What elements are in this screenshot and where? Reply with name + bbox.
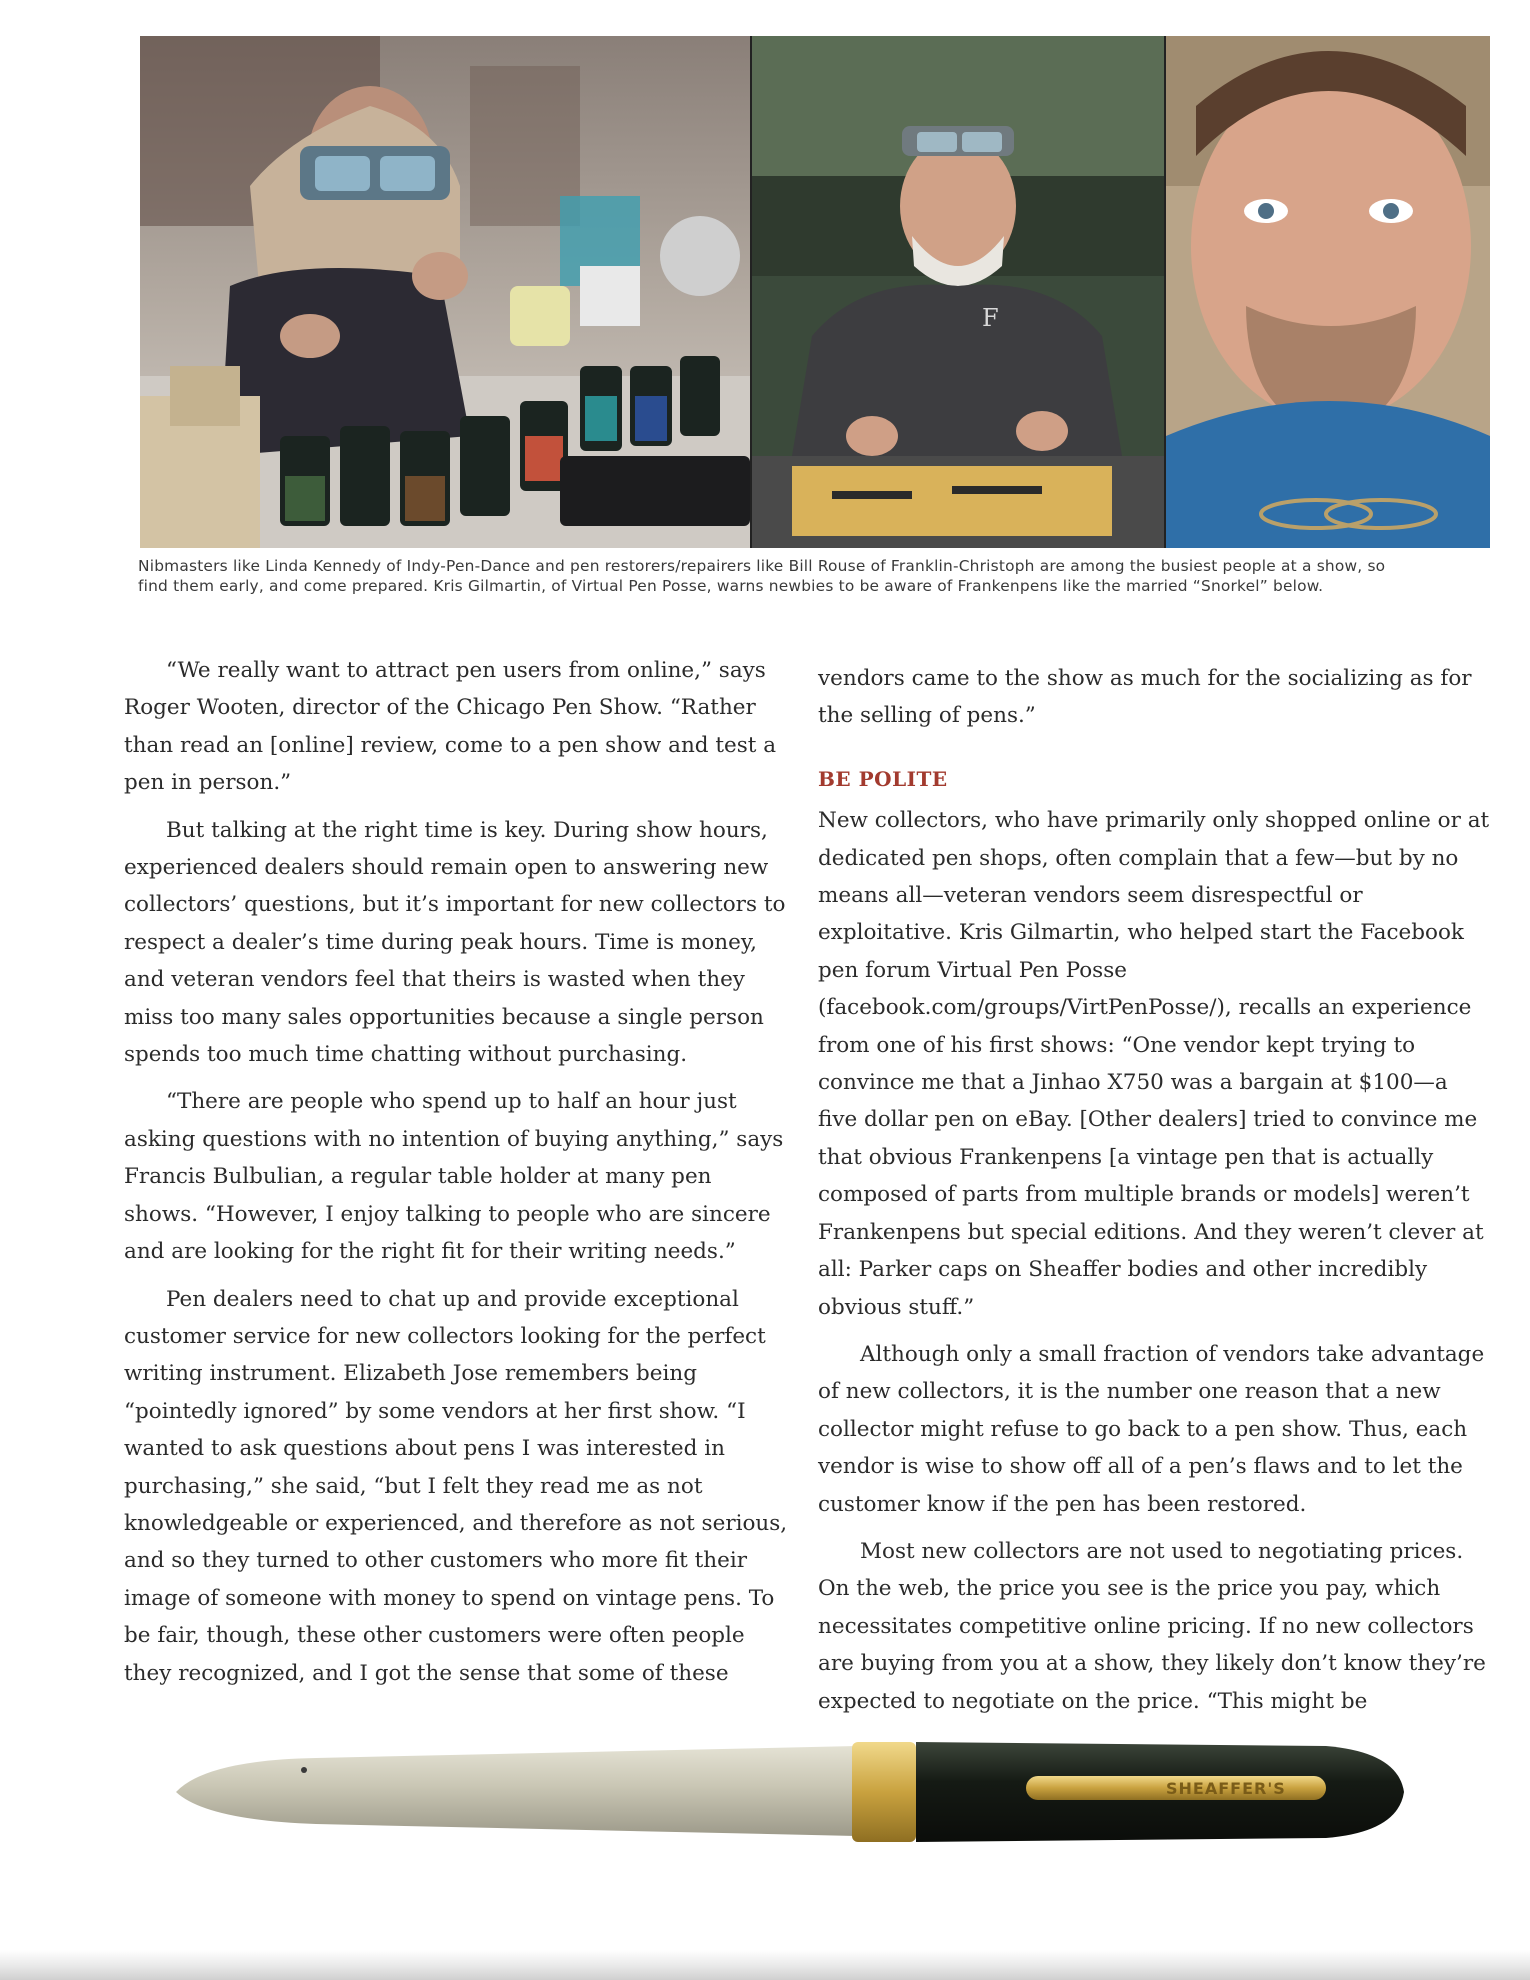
paragraph: Although only a small fraction of vendors take advantage of new collectors, it is the number one reason that a new collector might refuse to go back to a pen show. Thus, each vendor is wise to show off all of a pen’s flaws and to let the customer know if the pen has been restored. xyxy=(818,1341,1485,1517)
photo-nibmaster-workbench xyxy=(140,36,750,548)
paragraph: Most new collectors are not used to negotiating prices. On the web, the price you see is the price you pay, which necessitates competitive online pricing. If no new collectors are buying from you at a show, they likely don’t know they’re expected to negotiate on the price. “This might be xyxy=(818,1538,1486,1714)
pen-clip-text: SHEAFFER'S xyxy=(1166,1779,1286,1798)
paragraph: New collectors, who have primarily only shopped online or at dedicated pen shops, often complain that a few—but by no means all—veteran vendors seem disrespectful or exploitative. Kris Gilmartin, who helped start the Facebook pen forum Virtual Pen Posse (facebook.com/groups/VirtPenPosse/), recalls an experience from one of his first shows: “One vendor kept trying to convince me that a Jinhao X750 was a bargain at $100—a five dollar pen on eBay. [Other dealers] tried to convince me that obvious Frankenpens [a vintage pen that is actually composed of parts from multiple brands or models] weren’t Frankenpens but special editions. And they weren’t clever at all: Parker caps on Sheaffer bodies and other incredibly obvious stuff.” xyxy=(818,808,1490,1320)
article-column-right xyxy=(818,660,1490,1720)
paragraph: But talking at the right time is key. During show hours, experienced dealers should remain open to answering new collectors’ questions, but it’s important for new collectors to respect a dealer’s time during peak hours. Time is money, and veteran vendors feel that theirs is wasted when they miss too many sales opportunities because a single person spends too much time chatting without purchasing. xyxy=(124,817,786,1068)
paragraph-continuation: vendors came to the show as much for the socializing as for the selling of pens.” xyxy=(818,666,1472,729)
section-heading: BE POLITE xyxy=(818,766,948,791)
paragraph: “We really want to attract pen users from online,” says Roger Wooten, director of the Chicago Pen Show. “Rather than read an [online] review, come to a pen show and test a pen in person.” xyxy=(124,658,777,796)
pen-photo-snorkel xyxy=(166,1720,1412,1852)
photo-repairer-at-table xyxy=(752,36,1164,548)
paragraph: Pen dealers need to chat up and provide exceptional customer service for new collectors looking for the perfect writing instrument. Elizabeth Jose remembers being “pointedly ignored” by some vendors at her first show. “I wanted to ask questions about pens I was interested in purchasing,” she said, “but I felt they read me as not knowledgeable or experienced, and therefore as not serious, and so they turned to other customers who more fit their image of someone with money to spend on vintage pens. To be fair, though, these other customers were often people they recognized, and I got the sense that some of these xyxy=(124,1286,788,1686)
photo-strip xyxy=(140,36,1490,548)
photo-caption: Nibmasters like Linda Kennedy of Indy-Pen-Dance and pen restorers/repairers like Bill Rouse of Franklin-Christoph are among the busiest people at a show, so find them early, and come prepared. Kris Gilmartin, of Virtual Pen Posse, warns newbies to be aware of Frankenpens like the married “Snorkel” below. xyxy=(138,557,1386,595)
photo-kris-gilmartin xyxy=(1166,36,1490,548)
shirt-logo: F xyxy=(982,304,999,332)
paragraph: “There are people who spend up to half an hour just asking questions with no intention of buying anything,” says Francis Bulbulian, a regular table holder at many pen shows. “However, I enjoy talking to people who are sincere and are looking for the right fit for their writing needs.” xyxy=(124,1089,784,1265)
scan-edge xyxy=(0,1950,1530,1980)
article-column-left xyxy=(124,652,792,1692)
